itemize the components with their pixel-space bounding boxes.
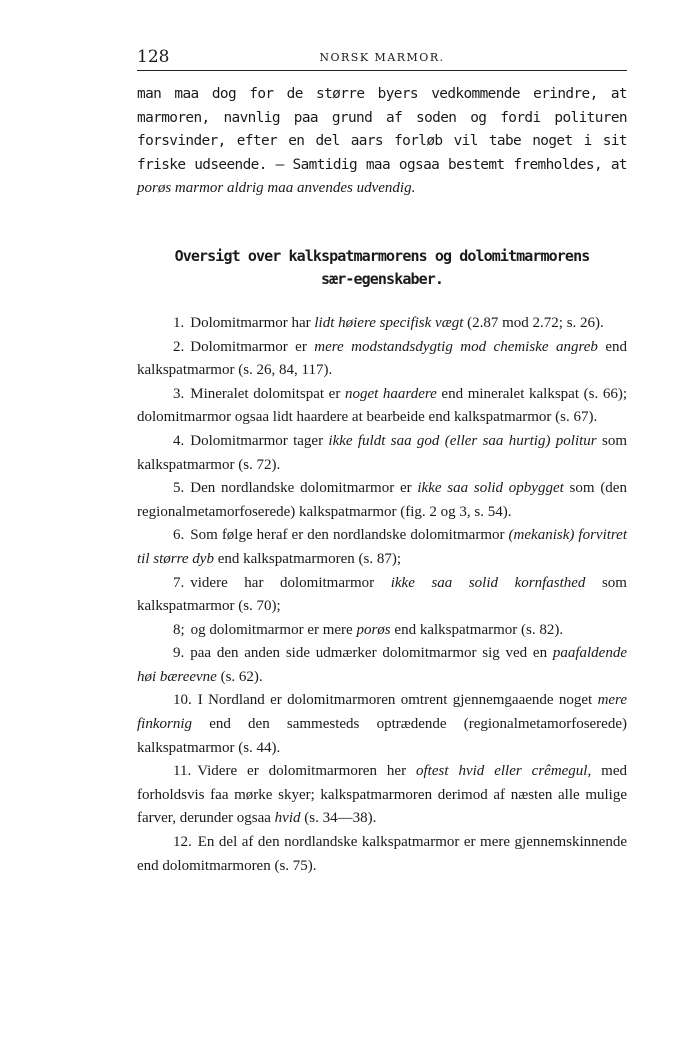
- list-item: [137, 312, 627, 336]
- list-item: [137, 572, 627, 619]
- header-rule: [137, 70, 627, 71]
- section-heading-line1: Oversigt over kalkspatmarmorens og dolomitmarmorens: [174, 246, 590, 265]
- properties-list: [137, 312, 627, 878]
- list-item: [137, 760, 627, 831]
- list-item: [137, 524, 627, 571]
- list-item-text: Dolomitmarmor tager: [190, 432, 329, 449]
- list-item-text: Dolomitmarmor er: [190, 338, 315, 355]
- list-item-number: 6.: [173, 527, 185, 544]
- list-item-text: end mineralet kalkspat (s. 66); dolomitmarmor ogsaa lidt haardere at bearbeide end kalkspatmarmor (s. 67).: [137, 385, 628, 426]
- section-heading-line2: sær-egenskaber.: [321, 269, 443, 288]
- list-item-text: end kalkspatmarmor (s. 82).: [390, 621, 564, 638]
- list-item: [137, 336, 627, 383]
- list-item-text: En del af den nordlandske kalkspatmarmor er mere gjennemskinnende end dolomitmarmoren (s. 75).: [137, 834, 627, 874]
- list-item-text: Videre er dolomitmarmoren her: [197, 763, 417, 780]
- list-item-text: som kalkspatmarmor (s. 72).: [137, 432, 627, 473]
- list-item: [137, 383, 627, 430]
- list-item-text: med forholdsvis faa mørke skyer; kalkspatmarmoren derimod af næsten alle mulige farver, derunder ogsaa: [137, 763, 628, 827]
- list-item-emphasis: oftest hvid eller crêmegul,: [416, 763, 592, 780]
- list-item-emphasis: ikke fuldt saa god (eller saa hurtig) politur: [328, 432, 597, 449]
- list-item-text: end den sammesteds optrædende (regionalmetamorfoserede) kalkspatmarmor (s. 44).: [137, 716, 627, 756]
- list-item-emphasis: lidt høiere specifisk vægt: [314, 314, 464, 331]
- page-header: [137, 44, 627, 68]
- running-title: NORSK MARMOR.: [319, 51, 445, 64]
- list-item-text: Som følge heraf er den nordlandske dolomitmarmor: [190, 527, 509, 544]
- list-item-text: paa den anden side udmærker dolomitmarmor sig ved en: [190, 645, 553, 662]
- list-item-text: og dolomitmarmor er mere: [190, 621, 357, 638]
- list-item-emphasis: noget haardere: [344, 385, 437, 402]
- list-item: [137, 619, 627, 643]
- list-item-text: videre har dolomitmarmor: [190, 574, 391, 591]
- intro-paragraph: [137, 83, 627, 201]
- list-item: [137, 689, 627, 760]
- intro-text: man maa dog for de større byers vedkommende erindre, at marmoren, navnlig paa grund af soden og fordi polituren forsvinder, efter en del aars forløb vil tabe noget i sit friske udseende. — Samtidig maa ogsaa bestemt fremholdes, at: [137, 86, 627, 173]
- list-item-number: 1.: [173, 314, 185, 331]
- list-item-text: end kalkspatmarmoren (s. 87);: [213, 550, 401, 567]
- list-item: [137, 430, 627, 477]
- list-item-number: 5.: [173, 480, 185, 497]
- list-item-number: 12.: [173, 834, 192, 851]
- list-item-number: 3.: [173, 385, 185, 402]
- list-item-emphasis: paafaldende høi bæreevne: [137, 645, 627, 685]
- page-number: 128: [137, 47, 170, 67]
- list-item-text: (2.87 mod 2.72; s. 26).: [463, 314, 604, 331]
- list-item-emphasis: porøs: [356, 621, 391, 638]
- list-item-text: (s. 62).: [216, 668, 263, 685]
- list-item-text: (s. 34—38).: [300, 810, 377, 827]
- list-item-text: som kalkspatmarmor (s. 70);: [137, 574, 627, 615]
- list-item-text: end kalkspatmarmor (s. 26, 84, 117).: [137, 338, 627, 379]
- list-item-number: 2.: [173, 338, 185, 355]
- list-item: [137, 477, 627, 524]
- list-item-number: 7.: [173, 574, 185, 591]
- list-item-number: 10.: [173, 692, 192, 709]
- list-item-number: 4.: [173, 432, 185, 449]
- list-item-text: I Nordland er dolomitmarmoren omtrent gjennemgaaende noget: [197, 692, 598, 709]
- section-heading: [137, 245, 627, 291]
- list-item: [137, 642, 627, 689]
- list-item-text: Dolomitmarmor har: [190, 314, 315, 331]
- list-item: [137, 831, 627, 878]
- list-item-emphasis: mere modstandsdygtig mod chemiske angreb: [314, 338, 598, 355]
- list-item-text: Den nordlandske dolomitmarmor er: [190, 480, 418, 497]
- list-item-number: 9.: [173, 645, 185, 662]
- list-item-emphasis: hvid: [274, 810, 301, 827]
- list-item-text: Mineralet dolomitspat er: [190, 385, 345, 402]
- list-item-emphasis: ikke saa solid kornfasthed: [390, 574, 586, 591]
- intro-emphasis: porøs marmor aldrig maa anvendes udvendig.: [137, 180, 416, 197]
- list-item-number: 8;: [173, 621, 185, 638]
- page-body: [137, 83, 627, 878]
- list-item-emphasis: mere finkornig: [137, 692, 627, 733]
- list-item-emphasis: (mekanisk) forvitret til større dyb: [137, 527, 628, 567]
- list-item-number: 11.: [173, 763, 192, 780]
- list-item-emphasis: ikke saa solid opbygget: [417, 480, 564, 497]
- list-item-text: som (den regionalmetamorfoserede) kalkspatmarmor (fig. 2 og 3, s. 54).: [137, 480, 627, 520]
